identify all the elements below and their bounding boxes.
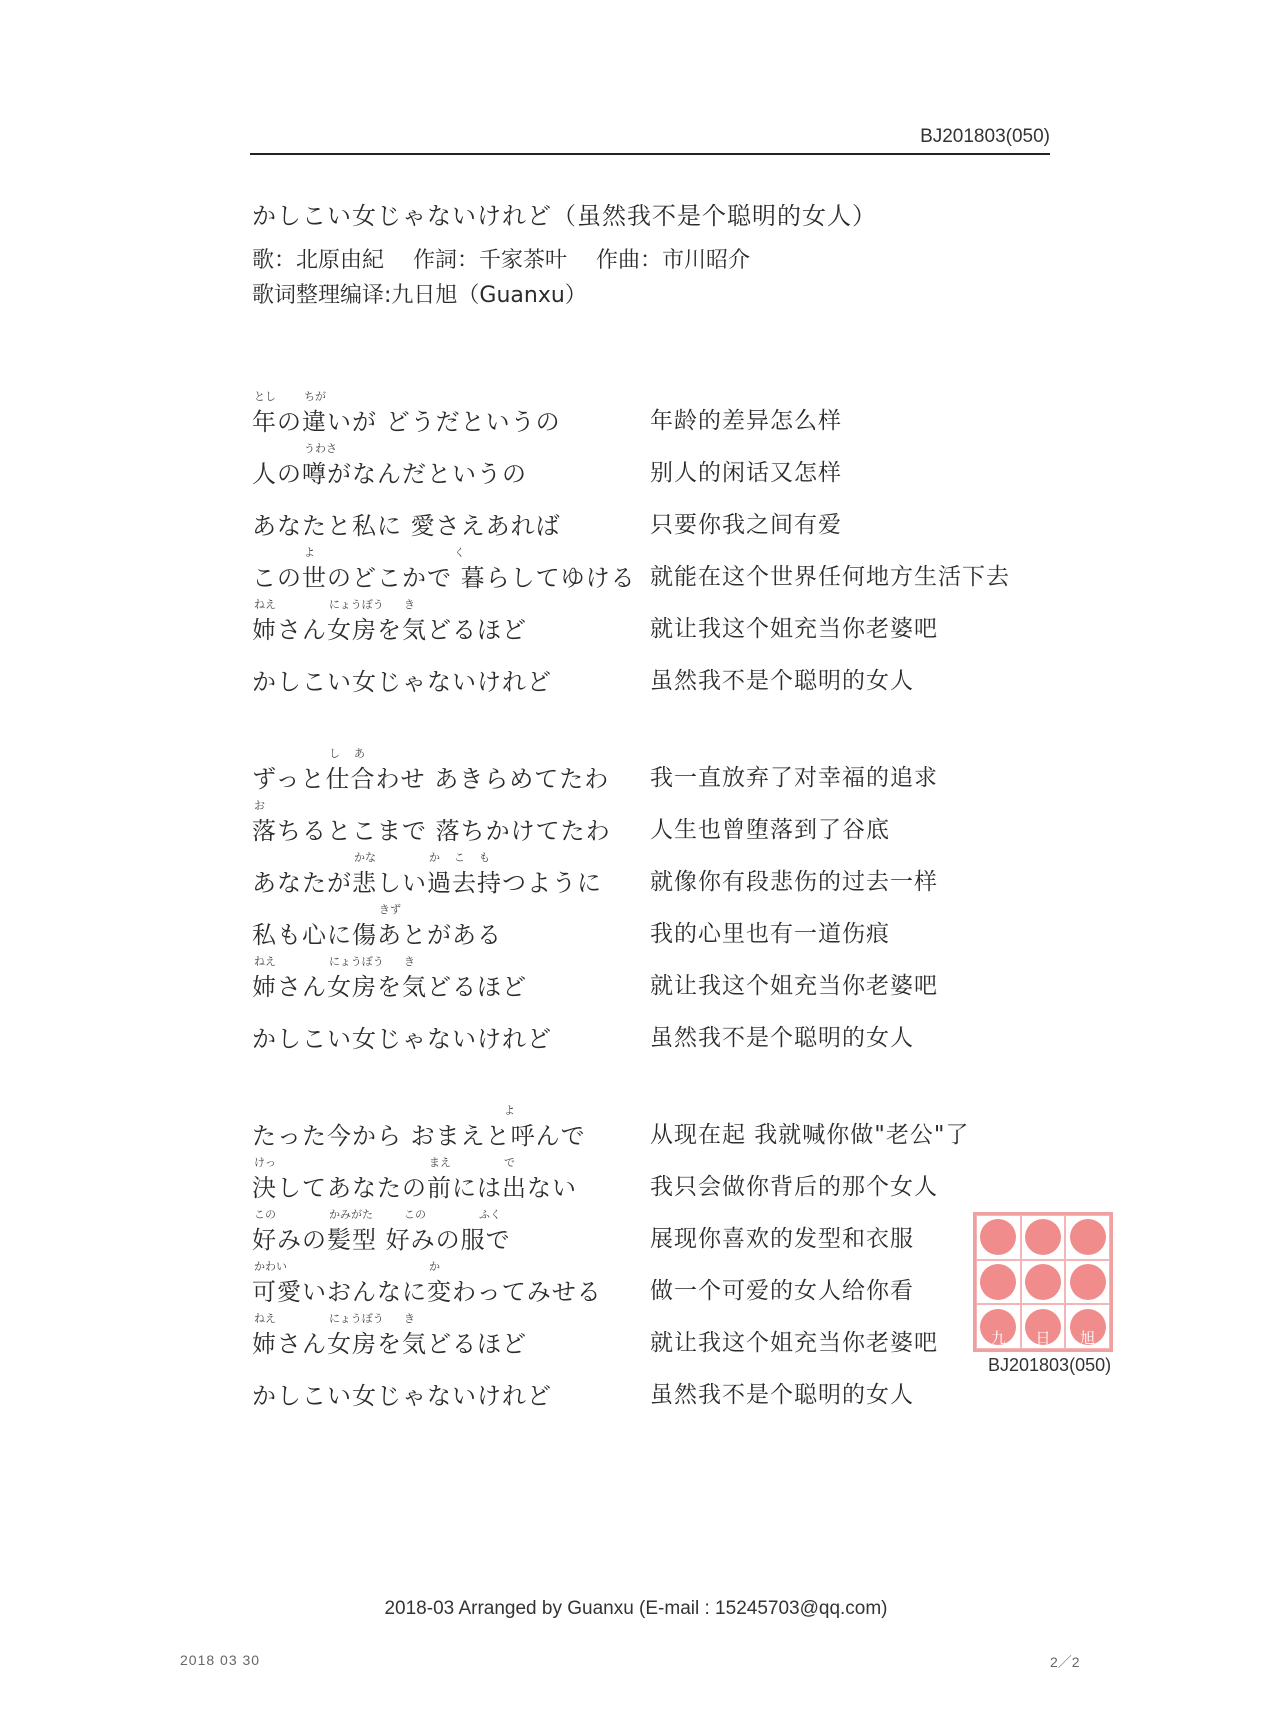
furigana-reading: か [429,851,440,864]
furigana-reading: まえ [429,1156,451,1169]
japanese-lyric: あなたが悲しい過去持つように [252,869,602,897]
furigana-reading: よ [504,1104,515,1117]
furigana-reading: き [404,955,415,968]
lyric-line [252,596,1072,648]
lyric-line [252,1258,1072,1310]
seal-cell [976,1215,1021,1260]
japanese-lyric: 可愛いおんなに変わってみせる [252,1278,602,1306]
chinese-translation: 我一直放弃了对幸福的追求 [650,765,938,791]
chinese-translation: 就让我这个姐充当你老婆吧 [650,973,938,999]
japanese-lyric: この世のどこかで 暮らしてゆける [252,564,636,592]
furigana-reading: も [479,851,490,864]
chinese-translation: 就能在这个世界任何地方生活下去 [650,564,1010,590]
chinese-translation: 虽然我不是个聪明的女人 [650,1025,914,1051]
seal-stamp [973,1212,1113,1352]
lyric-line [252,492,1072,544]
furigana-reading: し [329,747,340,760]
seal-dot-icon [1025,1264,1061,1300]
japanese-lyric: 年の違いが どうだというの [252,408,561,436]
japanese-lyric: あなたと私に 愛さえあれば [252,512,561,540]
furigana-reading: にょうぼう [329,598,384,611]
furigana-reading: き [404,598,415,611]
seal-dot-icon [980,1264,1016,1300]
japanese-lyric: 私も心に傷あとがある [252,921,502,949]
lyric-line [252,648,1072,700]
japanese-lyric: 姉さん女房を気どるほど [252,616,527,644]
furigana-reading: この [404,1208,426,1221]
japanese-lyric: かしこい女じゃないけれど [252,1382,552,1410]
song-credits [252,243,772,274]
singer-credit: 歌：北原由紀 [252,248,385,273]
furigana-reading: ふく [479,1208,501,1221]
seal-cell [976,1304,1021,1349]
lyric-line [252,901,1072,953]
furigana-reading: きず [379,903,401,916]
furigana-reading: かな [354,851,376,864]
song-title: かしこい女じゃないけれど（虽然我不是个聪明的女人） [252,202,877,230]
lyric-line [252,1005,1072,1057]
furigana-reading: うわさ [304,442,337,455]
seal-cell [1021,1215,1066,1260]
lyric-line [252,1310,1072,1362]
arranger-credit: 歌词整理编译:九日旭（Guanxu） [252,283,587,308]
japanese-lyric: ずっと仕合わせ あきらめてたわ [252,765,610,793]
lyric-line [252,1102,1072,1154]
composer-credit: 作曲：市川昭介 [596,248,751,273]
japanese-lyric: 人の噂がなんだというの [252,460,527,488]
seal-cell [1021,1260,1066,1305]
furigana-reading: で [504,1156,515,1169]
seal-cell [1021,1304,1066,1349]
furigana-reading: ねえ [254,955,276,968]
furigana-reading: お [254,799,265,812]
chinese-translation: 只要你我之间有爱 [650,512,842,538]
chinese-translation: 展现你喜欢的发型和衣服 [650,1226,914,1252]
chinese-translation: 虽然我不是个聪明的女人 [650,668,914,694]
top-rule [250,153,1050,155]
japanese-lyric: かしこい女じゃないけれど [252,1025,552,1053]
furigana-reading: か [429,1260,440,1273]
footer-date: 2018 03 30 [180,1652,261,1668]
seal-cell [976,1260,1021,1305]
furigana-reading: き [404,1312,415,1325]
furigana-reading: けっ [254,1156,276,1169]
japanese-lyric: かしこい女じゃないけれど [252,668,552,696]
verse-3 [252,1102,1072,1414]
footer-page-number: 2／2 [1050,1654,1080,1670]
lyric-line [252,849,1072,901]
footer-credit: 2018-03 Arranged by Guanxu (E-mail : 15245703@qq.com) [384,1598,888,1619]
lyric-line [252,1206,1072,1258]
japanese-lyric: 決してあなたの前には出ない [252,1174,577,1202]
seal-code: BJ201803(050) [988,1355,1112,1375]
chinese-translation: 人生也曾堕落到了谷底 [650,817,890,843]
seal-dot-icon [980,1219,1016,1255]
lyric-line [252,797,1072,849]
furigana-reading: ちが [304,390,326,403]
chinese-translation: 就让我这个姐充当你老婆吧 [650,1330,938,1356]
chinese-translation: 就像你有段悲伤的过去一样 [650,869,938,895]
seal-cell [1065,1215,1110,1260]
chinese-translation: 就让我这个姐充当你老婆吧 [650,616,938,642]
seal-cell [1065,1260,1110,1305]
doc-code-top: BJ201803(050) [920,126,1050,147]
furigana-reading: にょうぼう [329,1312,384,1325]
lyric-line [252,1362,1072,1414]
chinese-translation: 年龄的差异怎么样 [650,408,842,434]
japanese-lyric: たった今から おまえと呼んで [252,1122,586,1150]
furigana-reading: とし [254,390,276,403]
seal-character: 九 [990,1329,1006,1347]
seal-dot-icon [1025,1219,1061,1255]
chinese-translation: 从现在起 我就喊你做"老公"了 [650,1122,970,1148]
chinese-translation: 别人的闲话又怎样 [650,460,842,486]
lyric-line [252,544,1072,596]
lyricist-credit: 作詞：千家茶叶 [413,248,568,273]
lyric-line [252,953,1072,1005]
furigana-reading: かわい [254,1260,287,1273]
seal-character: 日 [1035,1329,1051,1347]
verse-2 [252,745,1072,1057]
verse-1 [252,388,1072,700]
furigana-reading: あ [354,747,365,760]
seal-cell [1065,1304,1110,1349]
furigana-reading: この [254,1208,276,1221]
chinese-translation: 我的心里也有一道伤痕 [650,921,890,947]
lyric-line [252,1154,1072,1206]
lyric-line [252,440,1072,492]
lyric-line [252,745,1072,797]
japanese-lyric: 姉さん女房を気どるほど [252,1330,527,1358]
chinese-translation: 做一个可爱的女人给你看 [650,1278,914,1304]
furigana-reading: よ [304,546,315,559]
furigana-reading: ねえ [254,1312,276,1325]
chinese-translation: 我只会做你背后的那个女人 [650,1174,938,1200]
lyric-line [252,388,1072,440]
furigana-reading: にょうぼう [329,955,384,968]
furigana-reading: かみがた [329,1208,373,1221]
japanese-lyric: 姉さん女房を気どるほど [252,973,527,1001]
seal-character: 旭 [1080,1329,1096,1347]
chinese-translation: 虽然我不是个聪明的女人 [650,1382,914,1408]
seal-dot-icon [1070,1264,1106,1300]
furigana-reading: く [454,546,465,559]
furigana-reading: こ [454,851,465,864]
japanese-lyric: 落ちるとこまで 落ちかけてたわ [252,817,611,845]
seal-dot-icon [1070,1219,1106,1255]
japanese-lyric: 好みの髪型 好みの服で [252,1226,511,1254]
furigana-reading: ねえ [254,598,276,611]
